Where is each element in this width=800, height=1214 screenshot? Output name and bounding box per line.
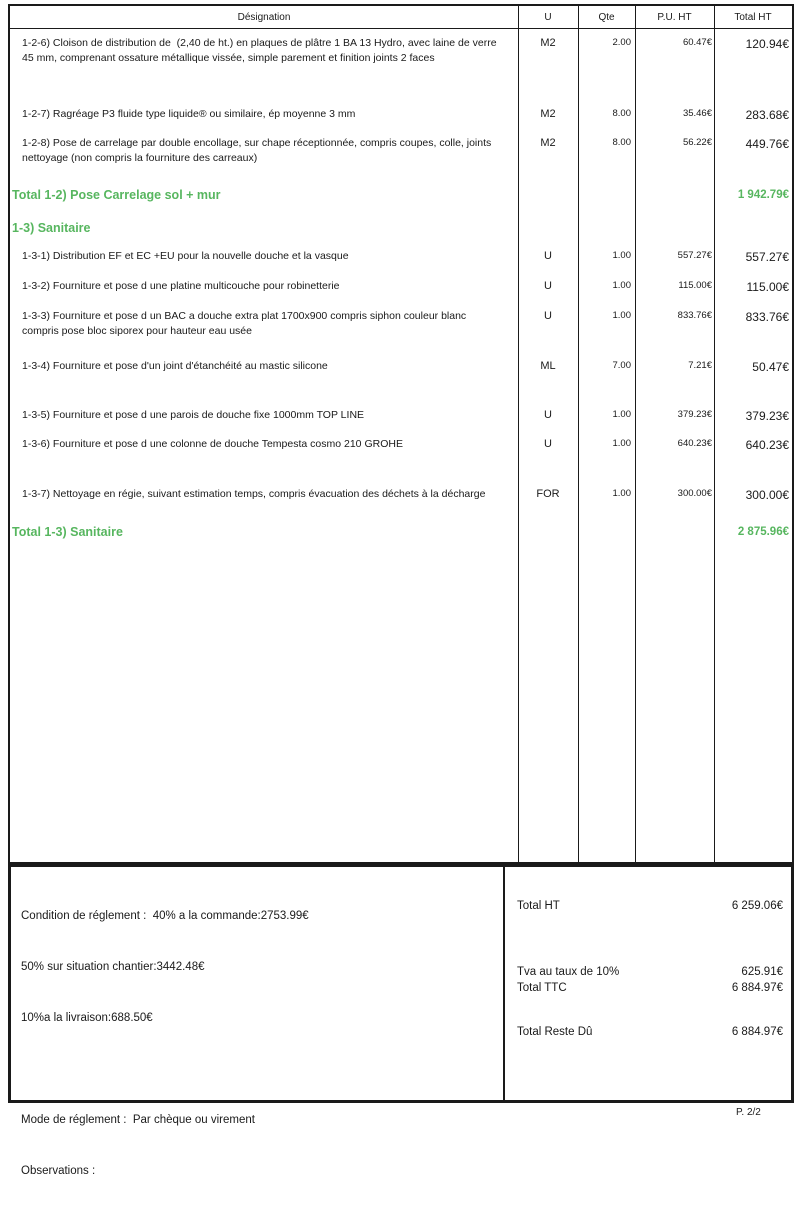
row-total: 50.47€ [752, 360, 789, 374]
row-unit-price: 300.00€ [677, 488, 712, 499]
payment-mode: Mode de réglement : Par chèque ou virement [21, 1114, 255, 1126]
row-total: 833.76€ [745, 310, 789, 324]
row-qty: 1.00 [612, 310, 631, 321]
reste-du-row [505, 1025, 791, 1040]
row-qty: 7.00 [612, 360, 631, 371]
table-row [10, 279, 792, 295]
header-unit-price: P.U. HT [657, 11, 692, 23]
table-row [10, 408, 792, 424]
row-unit-price: 35.46€ [682, 108, 712, 119]
row-unit: U [544, 310, 552, 322]
table-row [10, 309, 792, 339]
row-unit-price: 379.23€ [677, 409, 712, 420]
row-designation: 1-3-1) Distribution EF et EC +EU pour la nouvelle douche et la vasque [22, 250, 349, 262]
row-qty: 1.00 [612, 488, 631, 499]
row-unit: U [544, 409, 552, 421]
subtotal-row [10, 524, 792, 541]
payment-condition-line: 10%a la livraison:688.50€ [21, 1012, 153, 1024]
items-table [8, 4, 794, 864]
row-unit-price: 115.00€ [678, 280, 712, 291]
row-unit: M2 [540, 108, 556, 120]
row-unit-price: 640.23€ [677, 438, 712, 449]
row-designation: 1-3-4) Fourniture et pose d'un joint d'étanchéité au mastic silicone [22, 360, 328, 372]
tva-value: 625.91€ [741, 966, 783, 978]
row-qty: 8.00 [612, 137, 631, 148]
payment-condition-line: Condition de réglement : 40% a la commande:2753.99€ [21, 910, 309, 922]
table-header-row [10, 6, 792, 29]
row-qty: 1.00 [612, 280, 631, 291]
total-ttc-value: 6 884.97€ [731, 982, 783, 994]
table-row [10, 107, 792, 123]
section-label: 1-3) Sanitaire [12, 221, 91, 235]
row-designation: 1-2-6) Cloison de distribution de (2,40 de ht.) en plaques de plâtre 1 BA 13 Hydro, avec laine de verre 45 mm, comprenant ossature métallique vissée, simple parement et finition joints 2 faces [22, 37, 500, 64]
row-designation: 1-3-2) Fourniture et pose d une platine multicouche pour robinetterie [22, 280, 340, 292]
row-unit: FOR [536, 488, 560, 500]
row-total: 557.27€ [745, 250, 789, 264]
row-unit-price: 557.27€ [677, 250, 712, 261]
row-designation: 1-2-8) Pose de carrelage par double encollage, sur chape réceptionnée, compris coupes, colle, joints nettoyage (non compris la fourniture des carreaux) [22, 137, 495, 164]
row-unit: ML [540, 360, 556, 372]
row-designation: 1-3-7) Nettoyage en régie, suivant estimation temps, compris évacuation des déchets à la décharge [22, 488, 486, 500]
subtotal-label: Total 1-2) Pose Carrelage sol + mur [12, 188, 221, 202]
table-body [10, 36, 792, 541]
table-row [10, 136, 792, 166]
row-total: 640.23€ [745, 438, 789, 452]
row-total: 120.94€ [745, 37, 789, 51]
total-ttc-label: Total TTC [517, 982, 567, 994]
page-number: P. 2/2 [736, 1107, 761, 1118]
reste-du-value: 6 884.97€ [731, 1026, 783, 1038]
total-ht-label: Total HT [517, 900, 560, 912]
row-unit-price: 833.76€ [677, 310, 712, 321]
row-qty: 8.00 [612, 108, 631, 119]
subtotal-amount: 1 942.79€ [737, 189, 789, 201]
row-unit-price: 60.47€ [682, 37, 712, 48]
tva-row [505, 965, 791, 980]
row-unit-price: 56.22€ [682, 137, 712, 148]
observations-label: Observations : [21, 1165, 96, 1177]
total-ttc-row [505, 981, 791, 996]
row-total: 300.00€ [745, 488, 789, 502]
row-total: 449.76€ [745, 137, 789, 151]
table-row [10, 249, 792, 265]
spacer [21, 1061, 493, 1078]
total-ht-row [505, 899, 791, 914]
row-designation: 1-3-3) Fourniture et pose d un BAC a douche extra plat 1700x900 compris siphon couleur blanc compris pose bloc siporex pour hauteur eau usée [22, 310, 473, 337]
row-qty: 1.00 [612, 438, 631, 449]
table-row [10, 487, 792, 503]
row-unit-price: 7.21€ [688, 360, 712, 371]
payment-condition-line: 50% sur situation chantier:3442.48€ [21, 961, 205, 973]
row-unit: U [544, 250, 552, 262]
row-qty: 1.00 [612, 250, 631, 261]
table-row [10, 359, 792, 375]
section-heading [10, 220, 792, 237]
row-unit: M2 [540, 137, 556, 149]
tva-label: Tva au taux de 10% [517, 966, 620, 978]
totals-panel [505, 867, 791, 1100]
row-unit: M2 [540, 37, 556, 49]
table-row [10, 36, 792, 66]
header-unit: U [544, 11, 552, 23]
row-unit: U [544, 438, 552, 450]
header-designation: Désignation [237, 11, 291, 23]
subtotal-label: Total 1-3) Sanitaire [12, 525, 123, 539]
row-qty: 1.00 [612, 409, 631, 420]
row-designation: 1-3-5) Fourniture et pose d une parois de douche fixe 1000mm TOP LINE [22, 409, 365, 421]
reste-du-label: Total Reste Dû [517, 1026, 593, 1038]
row-unit: U [544, 280, 552, 292]
header-qty: Qte [598, 11, 615, 23]
row-designation: 1-2-7) Ragréage P3 fluide type liquide® ou similaire, ép moyenne 3 mm [22, 108, 356, 120]
subtotal-amount: 2 875.96€ [737, 526, 789, 538]
row-designation: 1-3-6) Fourniture et pose d une colonne de douche Tempesta cosmo 210 GROHE [22, 438, 403, 450]
row-total: 379.23€ [745, 409, 789, 423]
total-ht-value: 6 259.06€ [731, 900, 783, 912]
table-row [10, 437, 792, 453]
row-total: 283.68€ [745, 108, 789, 122]
header-total: Total HT [734, 11, 772, 23]
payment-terms [11, 867, 505, 1177]
row-total: 115.00€ [746, 280, 789, 294]
row-qty: 2.00 [612, 37, 631, 48]
subtotal-row [10, 187, 792, 204]
